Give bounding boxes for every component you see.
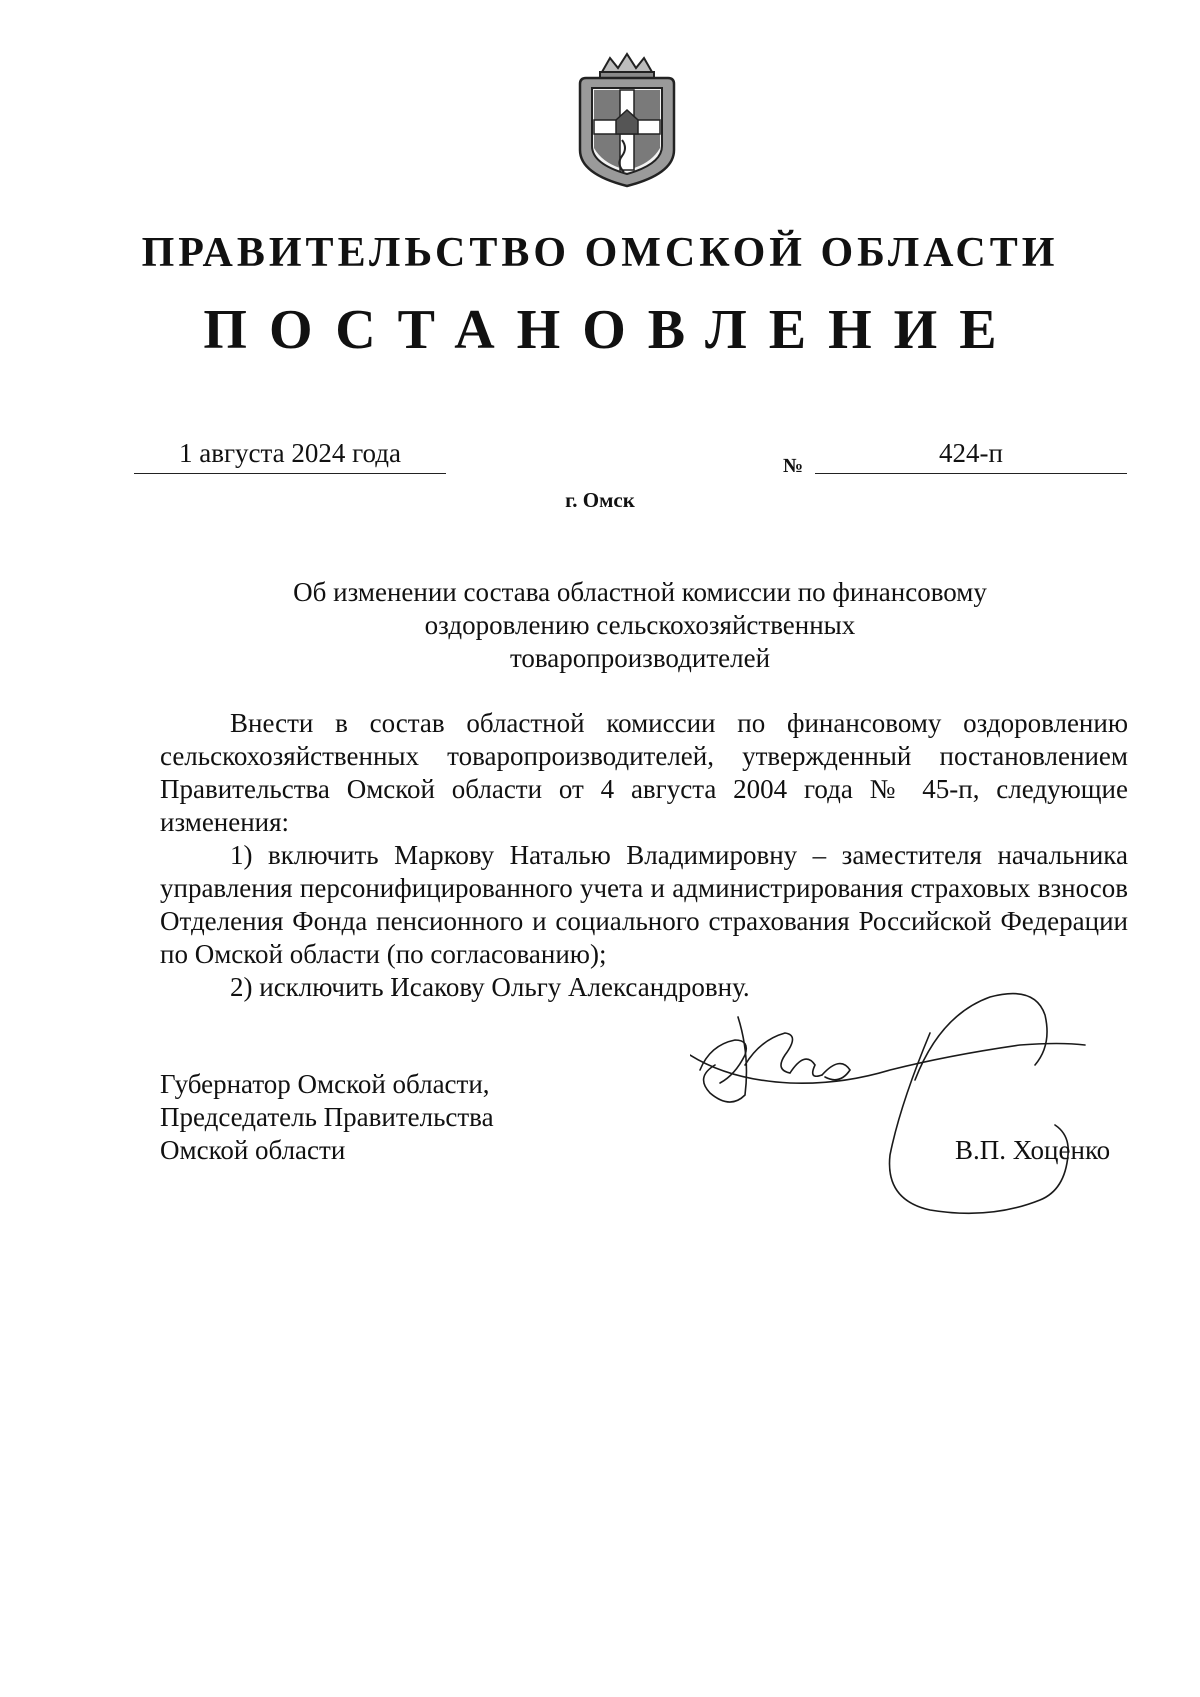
handwritten-signature (690, 985, 1100, 1225)
subject-line: товаропроизводителей (509, 643, 771, 673)
body-item-include: 1) включить Маркову Наталью Владимировну – заместителя начальника управления персонифицированного учета и администрирования страховых взносов Отделения Фонда пенсионного и социального страхования Российской Федерации по Омской области (по согласованию); (160, 840, 1128, 969)
omsk-coat-of-arms-icon (572, 50, 682, 190)
subject-line: Об изменении состава областной комиссии по финансовому (293, 577, 987, 607)
document-number: 424-п (815, 433, 1127, 474)
document-city: г. Омск (565, 488, 635, 512)
signer-position-line: Председатель Правительства (160, 1102, 494, 1132)
signer-position-line: Губернатор Омской области, (160, 1069, 490, 1099)
document-body (160, 707, 1128, 1004)
subject-line: оздоровлению сельскохозяйственных (424, 610, 856, 640)
body-item-exclude: 2) исключить Исакову Ольгу Александровну. (230, 972, 750, 1002)
document-date: 1 августа 2024 года (134, 433, 446, 474)
signer-name: В.П. Хоценко (955, 1135, 1111, 1165)
signer-position-line: Омской области (160, 1135, 346, 1165)
document-subject (200, 576, 1080, 675)
signer-position (160, 1068, 600, 1167)
number-sign: № (783, 455, 804, 477)
government-title: ПРАВИТЕЛЬСТВО ОМСКОЙ ОБЛАСТИ (141, 230, 1059, 276)
body-intro-paragraph: Внести в состав областной комиссии по финансовому оздоровлению сельскохозяйственных товаропроизводителей, утвержденный постановлением Правительства Омской области от 4 августа 2004 года № 45-п, следующие изменения: (160, 708, 1128, 837)
document-type: ПОСТАНОВЛЕНИЕ (203, 299, 1019, 361)
